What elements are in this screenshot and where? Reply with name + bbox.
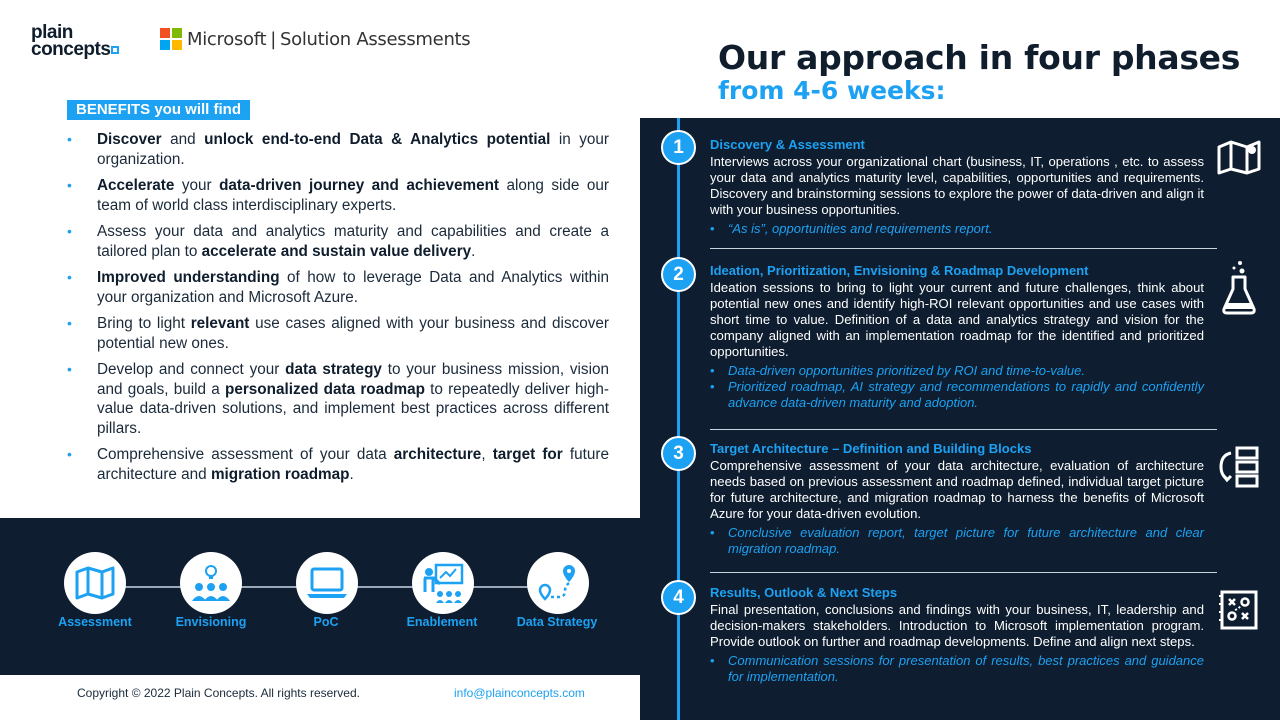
ms-program: Solution Assessments [279,28,471,50]
deliverable-item: • Data-driven opportunities prioritized by ROI and time-to-value. [710,363,1204,379]
step-number-1: 1 [661,130,696,165]
benefit-bold: architecture [393,446,482,463]
step-results [710,585,1204,685]
step-deliverables [710,653,1204,685]
deliverable-item: • Communication sessions for presentation of results, best practices and guidance for implementation. [710,653,1204,685]
timeline-line [677,118,680,720]
benefit-bold: migration roadmap [210,465,350,483]
benefit-text: your [174,177,220,194]
page-subtitle: from 4-6 weeks: [718,76,946,105]
phase-enablement [412,552,474,614]
step-title: Results, Outlook & Next Steps [710,585,898,600]
step-icon-4 [1214,585,1264,635]
microsoft-grid-icon [160,28,182,50]
benefit-text: to repeatedly deliver high-value data-driven solutions, and implement best practices across different pillars. [97,380,610,437]
deliverable-item: • Conclusive evaluation report, target picture for future architecture and clear migration roadmap. [710,525,1204,557]
benefit-item [67,176,609,215]
benefit-text: future architecture and [97,446,609,483]
benefit-text: and [161,131,205,148]
phase-assessment [64,552,126,614]
email-link[interactable]: info@plainconcepts.com [454,686,585,700]
ms-square-yellow [172,40,182,50]
benefit-bold: data strategy [285,361,382,378]
step-divider [710,572,1217,573]
step-architecture [710,441,1204,557]
laptop-icon [305,566,349,600]
ms-separator: | [270,28,276,50]
ms-square-blue [160,40,170,50]
benefit-text: Develop and connect your [97,361,286,378]
benefit-bold: accelerate and sustain value delivery [201,242,472,260]
ms-square-green [172,28,182,38]
benefit-bold: relevant [190,315,250,332]
step-deliverables [710,525,1204,557]
page-title: Our approach in four phases [718,38,1241,77]
team-idea-icon [189,563,233,603]
step-title: Target Architecture – Definition and Building Blocks [710,441,1032,456]
step-divider [710,248,1217,249]
benefits-badge: BENEFITS you will find [67,100,250,120]
benefit-text: along side our team of world class interdisciplinary experts. [97,177,609,214]
step-icon-2 [1214,262,1264,312]
deliverable-item: • “As is”, opportunities and requirements report. [710,221,1204,237]
benefit-text: . [471,242,476,260]
benefit-bold: unlock end-to-end Data & Analytics potential [204,131,551,148]
benefits-list [67,130,609,491]
route-icon [537,563,579,603]
step-deliverables [710,363,1204,411]
step-icon-3 [1214,442,1264,492]
logo-line-plain: plain [31,22,73,43]
benefit-text: to your business mission, vision and goals, build a [97,361,609,398]
copyright: Copyright © 2022 Plain Concepts. All rights reserved. [77,686,360,700]
step-number-3: 3 [661,436,696,471]
step-body: Final presentation, conclusions and findings with your business, IT, leadership and decision-makers stakeholders. Introduction to Microsoft implementation program. Provide outlook on further and roadmap developments. Define and align next steps. [710,602,1204,649]
benefit-text: , [481,446,493,463]
step-deliverables [710,221,1204,237]
benefit-text: Assess your data and analytics maturity and capabilities and create a tailored plan to [97,223,609,260]
benefit-text: in your organization. [97,131,609,168]
phase-poc [296,552,358,614]
benefit-bold: data-driven journey and achievement [219,177,500,194]
step-title: Ideation, Prioritization, Envisioning & Roadmap Development [710,263,1089,278]
phase-envisioning [180,552,242,614]
phase-label: Enablement [406,615,478,629]
step-body: Comprehensive assessment of your data architecture, evaluation of architecture needs based on previous assessment and roadmap defined, individual target picture for future architecture, and migration roadmap to harness the benefits of Microsoft Azure for your data-driven evolution. [710,458,1204,521]
presenter-icon [420,562,466,604]
phase-label: Data Strategy [516,615,598,629]
benefit-item [67,268,609,307]
ms-brand: Microsoft [187,28,267,50]
benefit-text: of how to leverage Data and Analytics within your organization and Microsoft Azure. [97,269,609,306]
map-icon [75,566,115,600]
benefit-bold: personalized data roadmap [224,380,425,398]
benefit-item [67,222,609,261]
plain-concepts-logo [31,24,119,58]
benefit-bold: target for [492,446,563,463]
phase-label: PoC [313,615,339,629]
benefit-text: . [349,465,354,483]
phase-data-strategy [527,552,589,614]
benefit-item [67,360,609,438]
step-title: Discovery & Assessment [710,137,865,152]
benefit-bold: Improved understanding [97,269,280,286]
benefit-item [67,445,609,484]
benefit-text: Comprehensive assessment of your data [97,446,394,463]
ms-square-red [160,28,170,38]
phase-label: Assessment [58,615,132,629]
benefit-text: use cases aligned with your business and discover potential new ones. [97,315,609,352]
step-ideation [710,263,1204,411]
logo-square-icon [111,46,119,54]
step-body: Ideation sessions to bring to light your current and future challenges, think about potential new ones and identify high-ROI relevant opportunities and use cases with short time to value. Definition of a data and analytics strategy and vision for the company aligned with an implementation roadmap for the identified and prioritized opportunities. [710,280,1204,359]
benefit-bold: Accelerate [97,177,175,194]
step-number-2: 2 [661,257,696,292]
benefit-item [67,314,609,353]
map-icon [1216,139,1262,175]
step-body: Interviews across your organizational chart (business, IT, operations , etc. to assess your data and analytics maturity level, capabilities, opportunities and requirements. Discovery and brainstorming sessions to explore the power of data-driven and align it with your business opportunities. [710,154,1204,217]
phase-label: Envisioning [175,615,247,629]
strategy-board-icon [1218,588,1260,632]
microsoft-logo [160,28,470,50]
logo-line-concepts: concepts [31,39,111,60]
deliverable-item: • Prioritized roadmap, AI strategy and recommendations to rapidly and confidently advance data-driven maturity and adoption. [710,379,1204,411]
architecture-icon [1217,445,1261,489]
step-number-4: 4 [661,580,696,615]
step-divider [710,429,1217,430]
step-icon-1 [1214,132,1264,182]
benefit-bold: Discover [97,131,162,148]
flask-icon [1222,259,1256,315]
step-discovery [710,137,1204,237]
benefit-text: Bring to light [97,315,191,332]
benefit-item [67,130,609,169]
